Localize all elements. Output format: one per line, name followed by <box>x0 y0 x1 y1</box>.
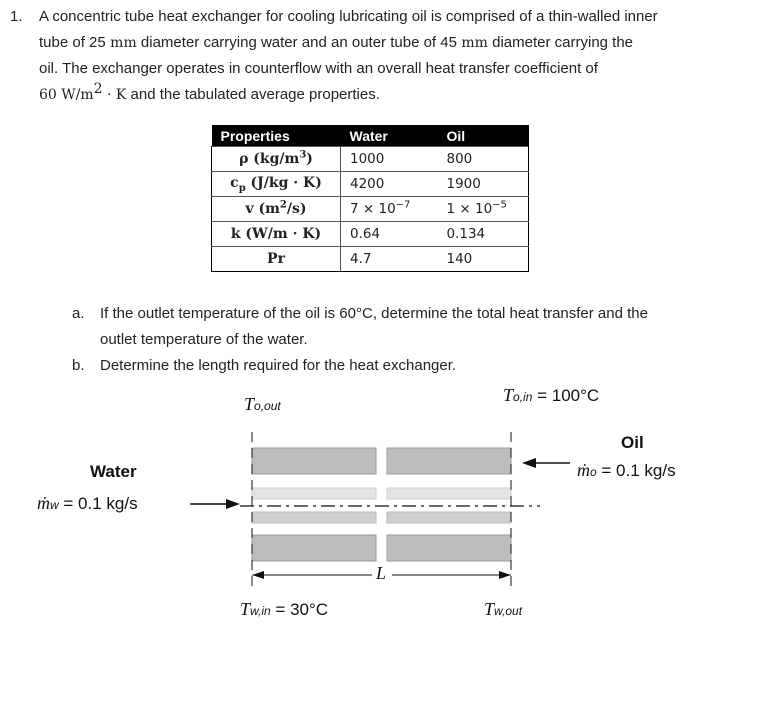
table-row <box>212 247 529 272</box>
tw-in-symbol: T <box>240 599 251 619</box>
table-row <box>212 172 529 197</box>
oil-prandtl: 140 <box>438 247 529 272</box>
label-mo <box>577 460 676 481</box>
prop-density-text: ρ (kg/m <box>239 151 300 167</box>
length-arrow-left <box>252 571 264 579</box>
label-mw <box>37 493 138 514</box>
stem-u-k: · K <box>102 86 127 103</box>
water-label: Water <box>90 462 137 481</box>
prop-density <box>212 147 341 172</box>
to-out-symbol: T <box>244 394 255 414</box>
table-row <box>212 197 529 222</box>
subq-b-text <box>100 353 732 379</box>
header-oil: Oil <box>438 125 529 147</box>
problem-number: 1. <box>10 8 23 25</box>
stem-unit-outer: mm <box>456 34 488 51</box>
outer-tube-bottom-right <box>387 535 511 561</box>
label-to-in <box>503 385 599 406</box>
inner-tube-top-left <box>252 488 376 499</box>
subq-a-text <box>100 301 732 352</box>
water-viscosity <box>341 197 438 222</box>
oil-cp: 1900 <box>438 172 529 197</box>
water-prandtl: 4.7 <box>341 247 438 272</box>
to-in-sub: o,in <box>513 390 533 404</box>
label-tw-out <box>484 599 522 620</box>
mo-sub: o <box>590 465 597 479</box>
exchanger-diagram <box>0 380 776 703</box>
tw-out-sub: w,out <box>494 604 523 618</box>
header-properties: Properties <box>212 125 341 147</box>
water-inlet-arrow-head <box>226 499 240 509</box>
prop-density-sup: 3 <box>299 149 307 161</box>
to-out-sub: o,out <box>254 399 281 413</box>
length-label: L <box>376 563 387 583</box>
subq-a-line2: outlet temperature of the water. <box>100 330 308 348</box>
oil-viscosity <box>438 197 529 222</box>
mw-value: = 0.1 kg/s <box>58 494 138 513</box>
water-visc-exp: −7 <box>395 199 411 211</box>
prop-cp-text: c <box>230 174 239 191</box>
prop-cp <box>212 172 341 197</box>
prop-viscosity <box>212 197 341 222</box>
oil-visc-base: 1 × 10 <box>446 201 493 217</box>
table-row <box>212 222 529 247</box>
prop-density-tail: ) <box>306 151 313 167</box>
stem-u-value: 60 W/m <box>39 86 94 103</box>
prop-prandtl: Pr <box>212 247 341 272</box>
table-header-row <box>212 125 529 147</box>
outer-tube-top-left <box>252 448 376 474</box>
subq-a-label: a. <box>72 305 85 322</box>
table-row <box>212 147 529 172</box>
label-to-out <box>244 394 281 415</box>
stem-text-1: A concentric tube heat exchanger for cooling lubricating oil is comprised of a thin-walled inner <box>39 8 658 25</box>
properties-table <box>211 125 529 272</box>
prop-visc-tail: /s) <box>286 201 307 217</box>
stem-line-4 <box>39 82 740 109</box>
to-in-value: = 100°C <box>532 386 600 405</box>
problem-stem <box>39 4 740 108</box>
heat-exchanger-figure <box>0 380 776 703</box>
inner-tube-top-right <box>387 488 511 499</box>
water-conductivity: 0.64 <box>341 222 438 247</box>
to-in-symbol: T <box>503 385 514 405</box>
header-water: Water <box>341 125 438 147</box>
inner-tube-bottom-right <box>387 512 511 523</box>
mo-symbol: ṁ <box>577 460 590 480</box>
tw-out-symbol: T <box>484 599 495 619</box>
prop-visc-text: v (m <box>245 201 280 217</box>
tw-in-value: = 30°C <box>270 600 329 619</box>
stem-text-2a: tube of 25 <box>39 33 106 51</box>
prop-cp-sub: p <box>238 182 246 194</box>
prop-conductivity: k (W/m · K) <box>212 222 341 247</box>
tw-in-sub: w,in <box>250 604 271 618</box>
subq-a-line1: If the outlet temperature of the oil is 60°C, determine the total heat transfer and the <box>100 305 648 322</box>
label-tw-in <box>240 599 328 620</box>
outer-tube-top-right <box>387 448 511 474</box>
stem-text-2c: diameter carrying water and an outer tube of 45 <box>136 33 457 51</box>
inner-tube-bottom-left <box>252 512 376 523</box>
stem-unit-inner: mm <box>105 34 137 51</box>
stem-line-3 <box>39 56 740 82</box>
mw-symbol: ṁ <box>37 493 50 513</box>
stem-line-2 <box>39 30 740 57</box>
length-arrow-right <box>499 571 511 579</box>
oil-visc-exp: −5 <box>492 199 507 211</box>
stem-u-sup: 2 <box>93 80 103 97</box>
stem-text-4d: and the tabulated average properties. <box>126 85 380 103</box>
oil-inlet-arrow-head <box>522 458 536 468</box>
water-visc-base: 7 × 10 <box>350 201 396 217</box>
stem-text-3: oil. The exchanger operates in counterflow with an overall heat transfer coefficient of <box>39 60 598 77</box>
mo-value: = 0.1 kg/s <box>596 461 676 480</box>
outer-tube-bottom-left <box>252 535 376 561</box>
subq-b-line1: Determine the length required for the heat exchanger. <box>100 357 457 374</box>
mw-sub: w <box>50 498 59 512</box>
subq-b-label: b. <box>72 357 85 374</box>
stem-text-2e: diameter carrying the <box>487 33 634 51</box>
prop-visc-sup: 2 <box>279 199 287 211</box>
oil-conductivity: 0.134 <box>438 222 529 247</box>
oil-label: Oil <box>621 433 644 452</box>
water-density: 1000 <box>341 147 438 172</box>
water-cp: 4200 <box>341 172 438 197</box>
oil-density: 800 <box>438 147 529 172</box>
stem-line-1 <box>39 4 740 30</box>
prop-cp-tail: (J/kg · K) <box>245 174 322 191</box>
